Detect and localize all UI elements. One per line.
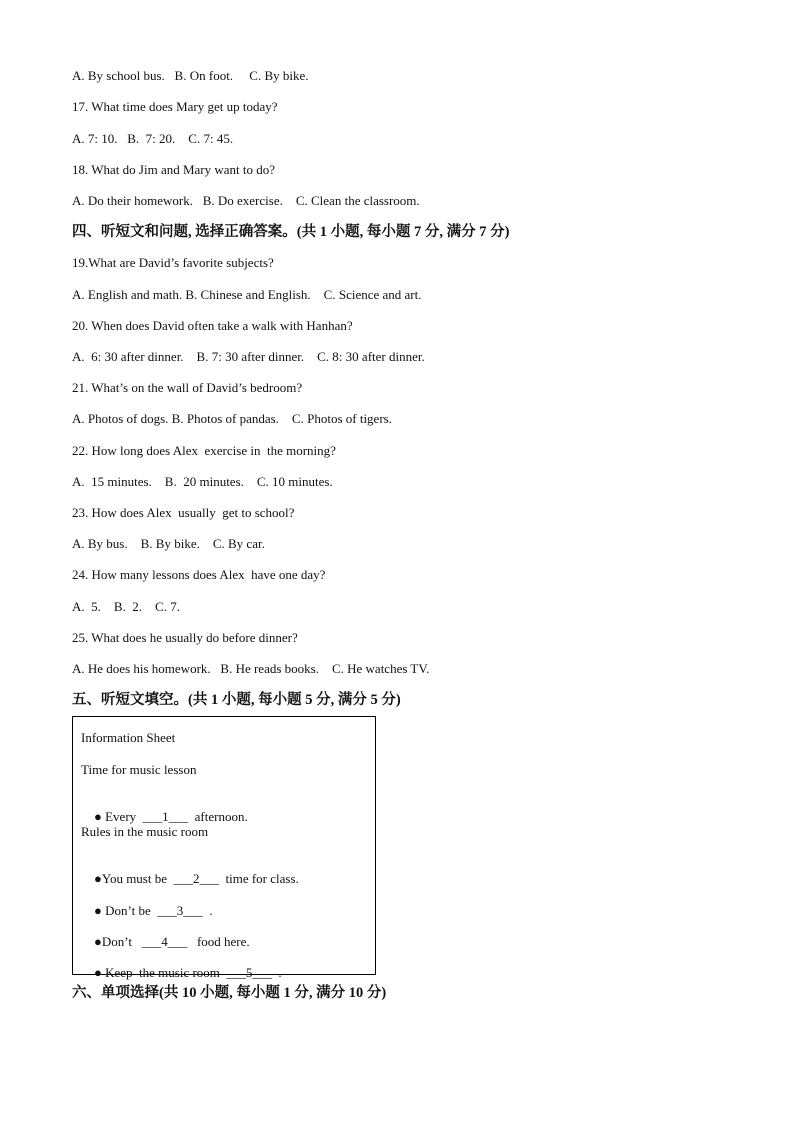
blank-1: ___1___	[142, 809, 189, 824]
information-sheet-box	[72, 716, 376, 980]
option-line-20: A. 6: 30 after dinner. B. 7: 30 after dinner. C. 8: 30 after dinner.	[72, 349, 425, 364]
item-2-suffix: time for class.	[219, 871, 299, 886]
item-1-suffix: afternoon.	[188, 809, 248, 824]
option-line-24: A. 5. B. 2. C. 7.	[72, 599, 180, 614]
question-21: 21. What’s on the wall of David’s bedroom?	[72, 380, 303, 395]
section-4-heading: 四、听短文和问题, 选择正确答案。(共 1 小题, 每小题 7 分, 满分 7 分)	[72, 224, 510, 240]
blank-3: ___3___	[157, 903, 203, 918]
item-5-suffix: .	[271, 965, 282, 980]
option-line-16: A. By school bus. B. On foot. C. By bike.	[72, 68, 309, 83]
question-24: 24. How many lessons does Alex have one day?	[72, 567, 326, 582]
option-line-23: A. By bus. B. By bike. C. By car.	[72, 536, 265, 551]
section-5-heading: 五、听短文填空。(共 1 小题, 每小题 5 分, 满分 5 分)	[72, 692, 401, 708]
item-4-prefix: ●Don’t	[94, 934, 142, 949]
section-6-heading: 六、单项选择(共 10 小题, 每小题 1 分, 满分 10 分)	[72, 985, 387, 1001]
option-line-19: A. English and math. B. Chinese and English. C. Science and art.	[72, 287, 422, 302]
blank-2: ___2___	[173, 871, 219, 886]
rules-title: Rules in the music room	[81, 824, 209, 839]
info-sheet-title: Information Sheet	[81, 730, 176, 745]
question-22: 22. How long does Alex exercise in the morning?	[72, 443, 336, 458]
option-line-25: A. He does his homework. B. He reads books. C. He watches TV.	[72, 661, 430, 676]
info-sheet-subtitle: Time for music lesson	[81, 762, 197, 777]
question-18: 18. What do Jim and Mary want to do?	[72, 162, 276, 177]
item-2-prefix: ●You must be	[94, 871, 174, 886]
option-line-21: A. Photos of dogs. B. Photos of pandas. C. Photos of tigers.	[72, 411, 392, 426]
question-23: 23. How does Alex usually get to school?	[72, 505, 295, 520]
option-line-18: A. Do their homework. B. Do exercise. C. Clean the classroom.	[72, 193, 420, 208]
item-4-suffix: food here.	[187, 934, 250, 949]
item-1-prefix: ● Every	[94, 809, 143, 824]
option-line-22: A. 15 minutes. B. 20 minutes. C. 10 minutes.	[72, 474, 333, 489]
item-5-prefix: ● Keep the music room	[94, 965, 227, 980]
blank-5: ___5___	[226, 965, 272, 980]
question-25: 25. What does he usually do before dinner?	[72, 630, 298, 645]
item-3-prefix: ● Don’t be	[94, 903, 158, 918]
blank-4: ___4___	[141, 934, 188, 949]
question-20: 20. When does David often take a walk with Hanhan?	[72, 318, 353, 333]
question-19: 19.What are David’s favorite subjects?	[72, 255, 274, 270]
question-17: 17. What time does Mary get up today?	[72, 99, 278, 114]
option-line-17: A. 7: 10. B. 7: 20. C. 7: 45.	[72, 131, 234, 146]
item-3-suffix: .	[202, 903, 213, 918]
